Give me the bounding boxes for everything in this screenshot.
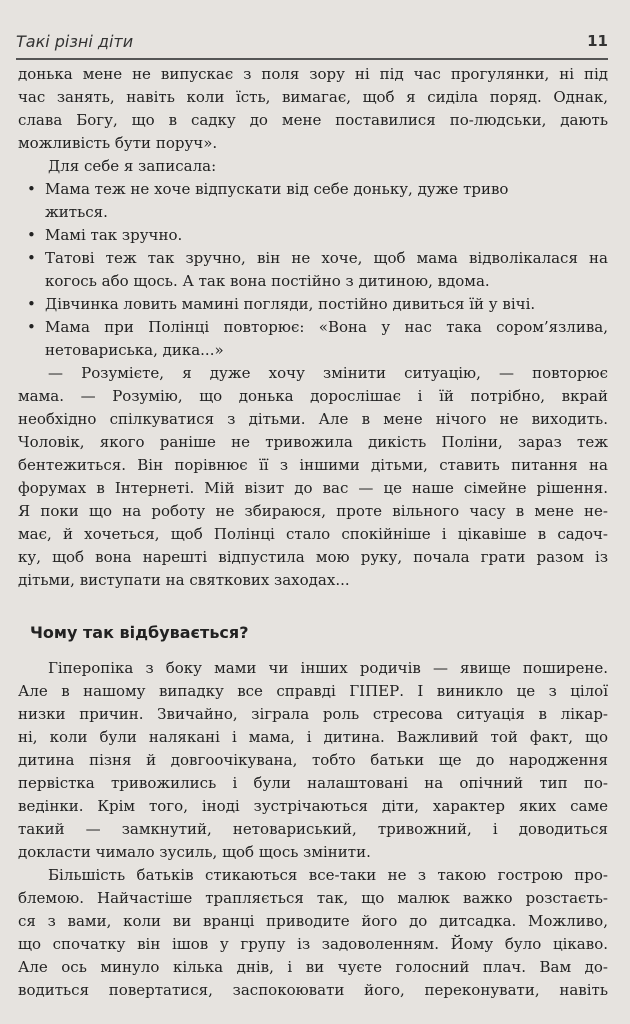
text-line: Я поки що на роботу не збираюся, проте вільного часу в мене не- [18, 502, 608, 520]
text-line: Але ось минуло кілька днів, і ви чуєте голосний плач. Вам до- [18, 958, 608, 976]
text-line: нетовариська, дика...» [45, 341, 224, 359]
body-text-top [18, 63, 608, 592]
section-heading: Чому так відбувається? [30, 623, 249, 642]
text-line: Більшість батьків стикаються все-таки не з такою гострою про- [48, 866, 608, 884]
text-line: блемою. Найчастіше трапляється так, що малюк важко розстаєть- [18, 889, 608, 907]
text-line: дитина пізня й довгоочікувана, тобто батьки ще до народження [18, 751, 608, 769]
bullet-item [18, 293, 608, 316]
text-line: такий — замкнутий, нетовариський, тривожний, і доводиться [18, 820, 608, 838]
body-text-bottom [18, 657, 608, 1002]
text-line: мама. — Розумію, що донька дорослішає і їй потрібно, вкрай [18, 387, 608, 405]
bullet-item [18, 178, 608, 201]
text-line: первістка тривожились і були налаштовані на опічний тип по- [18, 774, 608, 792]
bullet-item [18, 224, 608, 247]
text-line: що спочатку він ішов у групу із задоволенням. Йому було цікаво. [18, 935, 608, 953]
text-line: ся з вами, коли ви вранці приводите його до дитсадка. Можливо, [18, 912, 608, 930]
text-line: дітьми, виступати на святкових заходах... [18, 571, 350, 589]
text-line: необхідно спілкуватися з дітьми. Але в мене нічого не виходить. [18, 410, 608, 428]
text-line: Але в нашому випадку все справді ГІПЕР. І виникло це з цілої [18, 682, 608, 700]
text-line: бентежиться. Він порівнює її з іншими дітьми, ставить питання на [18, 456, 608, 474]
page-number: 11 [587, 32, 608, 50]
text-line: житься. [45, 203, 108, 221]
text-line: форумах в Інтернеті. Мій візит до вас — це наше сімейне рішення. [18, 479, 608, 497]
text-line: час занять, навіть коли їсть, вимагає, щоб я сиділа поряд. Однак, [18, 88, 608, 106]
text-line: водиться повертатися, заспокоювати його, переконувати, навіть [18, 981, 608, 999]
text-line: Чоловік, якого раніше не тривожила дикість Поліни, зараз теж [18, 433, 608, 451]
text-line: слава Богу, що в садку до мене поставилися по-людськи, дають [18, 111, 608, 129]
text-line: має, й хочеться, щоб Полінці стало спокійніше і цікавіше в садоч- [18, 525, 608, 543]
text-line: Гіперопіка з боку мами чи інших родичів — явище поширене. [48, 659, 608, 677]
bullet-text: Мама теж не хоче відпускати від себе доньку, дуже триво [45, 180, 509, 198]
running-title: Такі різні діти [16, 32, 134, 51]
text-line: можливість бути поруч». [18, 134, 218, 152]
bullet-text: Дівчинка ловить мамині погляди, постійно дивиться їй у вічі. [45, 295, 536, 313]
text-line: Для себе я записала: [48, 157, 217, 175]
text-line: ведінки. Крім того, іноді зустрічаються діти, характер яких саме [18, 797, 608, 815]
text-line: ні, коли були налякані і мама, і дитина. Важливий той факт, що [18, 728, 608, 746]
text-line: докласти чимало зусиль, щоб щось змінити. [18, 843, 371, 861]
text-line: ку, щоб вона нарешті відпустила мою руку, почала грати разом із [18, 548, 608, 566]
bullet-item: • Татові теж так зручно, він не хоче, щоб мама відволікалася на [18, 247, 608, 270]
text-line: когось або щось. А так вона постійно з дитиною, вдома. [45, 272, 490, 290]
text-line: донька мене не випускає з поля зору ні під час прогулянки, ні під [18, 65, 608, 83]
bullet-text: Мамі так зручно. [45, 226, 183, 244]
text-line: низки причин. Звичайно, зіграла роль стресова ситуація в лікар- [18, 705, 608, 723]
text-line: — Розумієте, я дуже хочу змінити ситуацію, — повторює [48, 364, 608, 382]
bullet-item: • Мама при Полінці повторює: «Вона у нас така сором’язлива, [18, 316, 608, 339]
page-header [16, 30, 608, 60]
